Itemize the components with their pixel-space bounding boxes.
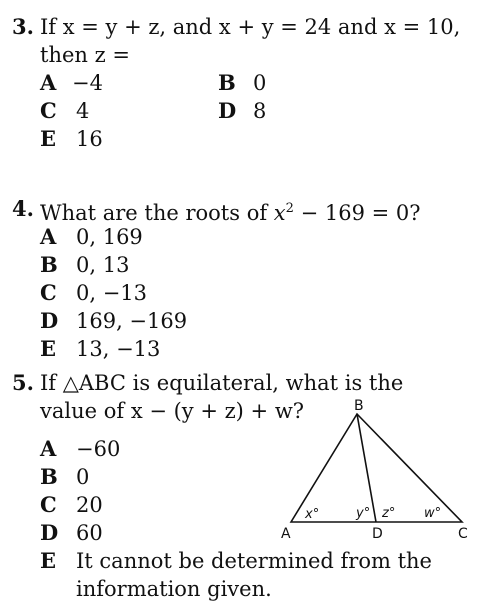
question-5-stem-line-2: value of x − (y + z) + w? (40, 399, 305, 423)
q3-option-e-letter[interactable]: E (40, 126, 57, 151)
q3-option-a-letter[interactable]: A (40, 70, 57, 95)
question-4-stem (40, 196, 421, 226)
vertex-a-label: A (281, 526, 291, 542)
vertex-c-label: C (458, 526, 468, 542)
q3-option-a-text[interactable]: −4 (72, 71, 103, 95)
q5-option-d-letter[interactable]: D (40, 520, 59, 545)
q4-option-c-letter[interactable]: C (40, 280, 57, 305)
angle-w-label: w° (424, 506, 442, 521)
q5-option-b-text[interactable]: 0 (76, 465, 90, 489)
q4-option-a-letter[interactable]: A (40, 224, 57, 249)
q3-option-b-text[interactable]: 0 (253, 71, 267, 95)
q5-option-e-text[interactable]: It cannot be determined from the (76, 549, 432, 573)
q4-option-a-text[interactable]: 0, 169 (76, 225, 143, 249)
question-3-stem-line-1: If x = y + z, and x + y = 24 and x = 10, (40, 15, 461, 39)
question-5-stem-line-1: If △ABC is equilateral, what is the (40, 371, 404, 395)
q3-option-c-text[interactable]: 4 (76, 99, 90, 123)
q5-option-a-text[interactable]: −60 (76, 437, 121, 461)
q3-option-d-letter[interactable]: D (218, 98, 237, 123)
q4-option-b-text[interactable]: 0, 13 (76, 253, 130, 277)
q3-option-b-letter[interactable]: B (218, 70, 236, 95)
q5-option-d-text[interactable]: 60 (76, 521, 103, 545)
q3-option-d-text[interactable]: 8 (253, 99, 267, 123)
q3-option-c-letter[interactable]: C (40, 98, 57, 123)
q5-option-e-text-line-2[interactable]: information given. (76, 577, 272, 601)
q5-option-a-letter[interactable]: A (40, 436, 57, 461)
q5-option-c-text[interactable]: 20 (76, 493, 103, 517)
question-3-stem-line-2: then z = (40, 43, 130, 67)
q4-option-e-text[interactable]: 13, −13 (76, 337, 161, 361)
q4-option-d-text[interactable]: 169, −169 (76, 309, 188, 333)
angle-z-label: z° (382, 506, 396, 521)
q4-option-b-letter[interactable]: B (40, 252, 58, 277)
q4-stem-suffix: − 169 = 0? (293, 201, 421, 225)
q4-stem-prefix: What are the roots of (40, 201, 274, 225)
question-3-number: 3. (12, 14, 34, 39)
vertex-b-label: B (354, 398, 364, 414)
question-4-number: 4. (12, 196, 34, 221)
angle-x-label: x° (305, 507, 320, 522)
q4-stem-exponent: 2 (285, 201, 294, 216)
q4-option-d-letter[interactable]: D (40, 308, 59, 333)
q5-option-c-letter[interactable]: C (40, 492, 57, 517)
q4-stem-variable: x (273, 201, 286, 225)
q5-option-b-letter[interactable]: B (40, 464, 58, 489)
vertex-d-label: D (372, 526, 383, 542)
angle-y-label: y° (356, 506, 371, 521)
q5-option-e-letter[interactable]: E (40, 548, 57, 573)
question-5-number: 5. (12, 370, 34, 395)
triangle-figure (278, 396, 478, 546)
q4-option-e-letter[interactable]: E (40, 336, 57, 361)
q3-option-e-text[interactable]: 16 (76, 127, 103, 151)
q4-option-c-text[interactable]: 0, −13 (76, 281, 148, 305)
